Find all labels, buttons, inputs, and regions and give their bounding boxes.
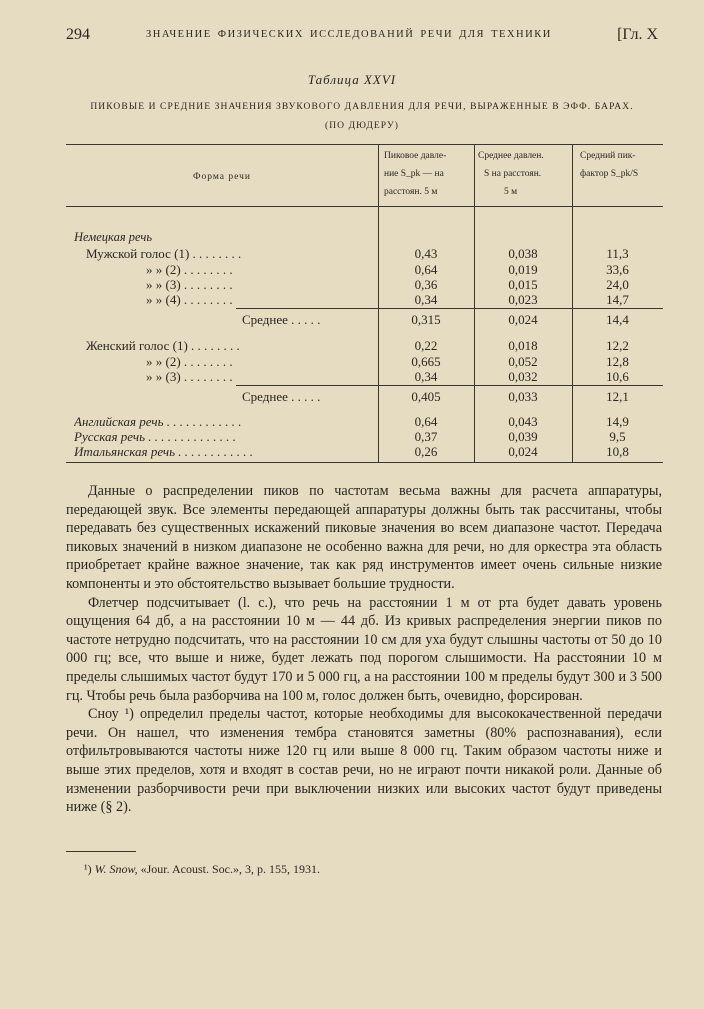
row-label: » » (3) . . . . . . . . (146, 369, 233, 384)
footnote (84, 862, 320, 877)
peak-factor-value: 12,1 (606, 389, 629, 404)
peak-value: 0,665 (411, 354, 441, 369)
peak-value: 0,36 (414, 277, 438, 292)
footnote-mark: ¹) (84, 862, 92, 876)
table-header-rule (66, 206, 663, 207)
row-label: » » (3) . . . . . . . . (146, 277, 233, 292)
column-header-factor: Средний пик- фактор S_pk/S (580, 151, 639, 179)
peak-factor-value: 9,5 (609, 429, 626, 444)
average-value: 0,024 (508, 312, 538, 327)
average-value: 0,032 (508, 369, 538, 384)
average-value: 0,033 (508, 389, 538, 404)
peak-factor-value: 12,2 (606, 338, 629, 353)
peak-value: 0,22 (414, 338, 438, 353)
body-text (66, 482, 662, 817)
peak-factor-value: 12,8 (606, 354, 629, 369)
footnote-reference: «Jour. Acoust. Soc.», 3, p. 155, 1931. (140, 862, 320, 876)
peak-factor-value: 24,0 (606, 277, 629, 292)
subtotal-rule (236, 308, 663, 309)
average-value: 0,024 (508, 444, 538, 459)
section-german-speech: Немецкая речь (74, 230, 153, 244)
footnote-rule (66, 851, 136, 852)
column-header-form: Форма речи (193, 172, 251, 182)
footnote-author: W. Snow, (94, 862, 138, 876)
row-label: Среднее . . . . . (242, 312, 321, 327)
peak-value: 0,315 (411, 312, 441, 327)
paragraph: Данные о распределении пиков по частотам весьма важны для расчета аппаратуры, передающей звук. Все элементы передающей аппаратуры должны быть так рассчитаны, чтобы передавать без существенных искажений пиковые значения во всем диапазоне частот. Передача пиковых значений в низком диапазоне не особенно важна для речи, но для оркестра эта область приобретает крайне важное значение, так как ряд инструментов имеет очень сильные низкие компоненты и это обстоятельство вызывает большие трудности. (66, 483, 662, 592)
paragraph: Флетчер подсчитывает (l. c.), что речь на расстоянии 1 м от рта будет давать уровень ощущения 64 дб, а на расстоянии 10 м — 44 дб. Из кривых распределения энергии пиков по частоте нетрудно подсчитать, что на расстоянии 10 см для уха будут слышны частоты от 50 до 10 000 гц; все, что выше и ниже, будет лежать под порогом слышимости. На расстоянии 10 м пределы слышимых частот будут 170 и 5 000 гц, а на расстоянии 100 м пределы будут 300 и 3 500 гц. Чтобы речь была разборчива на 100 м, голос должен быть, очевидно, форсирован. (66, 594, 662, 704)
average-value: 0,052 (508, 354, 538, 369)
peak-value: 0,26 (414, 444, 438, 459)
average-value: 0,019 (508, 262, 538, 277)
row-label: Итальянская речь . . . . . . . . . . . . (74, 444, 254, 459)
row-label: Женский голос (1) . . . . . . . . (86, 338, 240, 353)
table-number: Таблица XXVI (307, 72, 397, 87)
peak-factor-value: 14,7 (606, 292, 629, 307)
average-value: 0,038 (508, 246, 538, 261)
peak-factor-value: 14,9 (606, 414, 629, 429)
average-value: 0,015 (508, 277, 538, 292)
peak-value: 0,34 (414, 292, 438, 307)
average-value: 0,039 (508, 429, 538, 444)
peak-value: 0,64 (414, 414, 438, 429)
peak-factor-value: 33,6 (606, 262, 629, 277)
row-label: Среднее . . . . . (242, 389, 321, 404)
data-table (66, 144, 663, 464)
table-caption-line-2: (ПО ДЮДЕРУ) (324, 121, 400, 131)
row-label: » » (2) . . . . . . . . (146, 262, 233, 277)
table-bottom-rule (66, 462, 663, 463)
paragraph: Сноу ¹) определил пределы частот, которые необходимы для высококачественной передачи речи. Он нашел, что изменения тембра становятся заметны (80% распознавания), если отфильтровываются частоты ниже 120 гц или выше 8 000 гц. Таким образом частоты ниже и выше этих пределов, хотя и входят в состав речи, но не играют почти никакой роли. Данные об изменении разборчивости речи при выключении низких или высоких частот будут приведены ниже (§ 2). (66, 706, 662, 816)
peak-value: 0,34 (414, 369, 438, 384)
average-value: 0,018 (508, 338, 538, 353)
row-label: Английская речь . . . . . . . . . . . . (74, 414, 242, 429)
subtotal-rule (236, 385, 663, 386)
row-label: » » (4) . . . . . . . . (146, 292, 233, 307)
average-value: 0,023 (508, 292, 538, 307)
table-top-rule (66, 144, 663, 145)
peak-factor-value: 14,4 (606, 312, 629, 327)
row-label: Русская речь . . . . . . . . . . . . . . (74, 429, 237, 444)
peak-factor-value: 10,6 (606, 369, 629, 384)
chapter-marker: [Гл. X (617, 26, 658, 43)
row-label: Мужской голос (1) . . . . . . . . (86, 246, 242, 261)
peak-factor-value: 11,3 (606, 246, 629, 261)
peak-value: 0,37 (414, 429, 438, 444)
column-header-peak: Пиковое давле- ние S_pk — на расстоян. 5 м (384, 151, 447, 197)
peak-value: 0,405 (411, 389, 441, 404)
column-header-average: Среднее давлен. S на расстоян. 5 м (478, 151, 544, 197)
row-label: » » (2) . . . . . . . . (146, 354, 233, 369)
table-caption-line-1: ПИКОВЫЕ И СРЕДНИЕ ЗНАЧЕНИЯ ЗВУКОВОГО ДАВЛЕНИЯ ДЛЯ РЕЧИ, ВЫРАЖЕННЫЕ В ЭФФ. БАРАХ. (90, 102, 634, 112)
peak-value: 0,43 (414, 246, 438, 261)
peak-factor-value: 10,8 (606, 444, 629, 459)
running-header (66, 26, 658, 48)
table-caption (62, 98, 662, 136)
running-title: ЗНАЧЕНИЕ ФИЗИЧЕСКИХ ИССЛЕДОВАНИЙ РЕЧИ ДЛЯ ТЕХНИКИ (146, 29, 552, 40)
average-value: 0,043 (508, 414, 538, 429)
peak-value: 0,64 (414, 262, 438, 277)
page-number: 294 (66, 26, 90, 43)
